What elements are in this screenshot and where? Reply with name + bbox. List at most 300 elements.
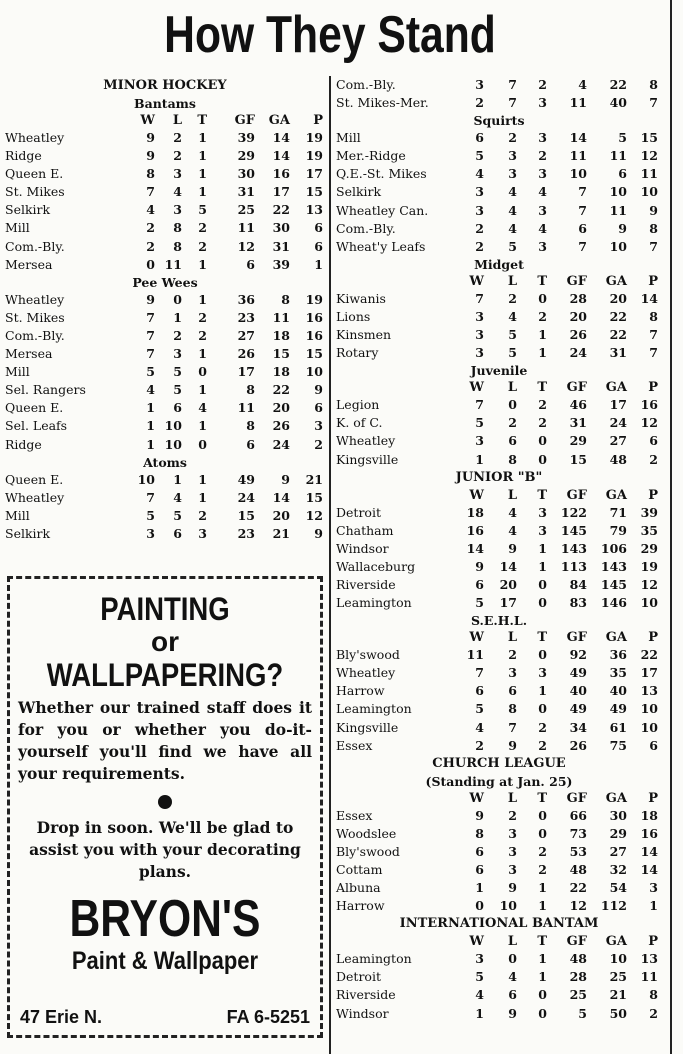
stat-cell: 11 [569, 148, 587, 164]
stat-cell: 1 [314, 256, 323, 272]
stat-cell: 28 [569, 290, 587, 306]
column-header: GA [605, 273, 627, 289]
stat-cell: 7 [508, 719, 517, 735]
stat-cell: 6 [246, 256, 255, 272]
stat-cell: 146 [600, 595, 627, 611]
team-name: Windsor [336, 540, 389, 556]
stat-cell: 7 [649, 327, 658, 343]
standings-row [5, 166, 325, 184]
stat-cell: 13 [640, 683, 658, 699]
stat-cell: 2 [146, 220, 155, 236]
stat-cell: 73 [569, 825, 587, 841]
stat-cell: 39 [640, 504, 658, 520]
stat-cell: 2 [508, 415, 517, 431]
standings-row [336, 523, 662, 541]
stat-cell: 36 [237, 291, 255, 307]
standings-row [336, 951, 662, 969]
standings-row [5, 202, 325, 220]
stat-cell: 3 [538, 522, 547, 538]
stat-cell: 10 [640, 719, 658, 735]
stat-cell: 1 [198, 382, 207, 398]
stat-cell: 6 [475, 843, 484, 859]
stat-cell: 17 [305, 166, 323, 182]
stat-cell: 16 [640, 825, 658, 841]
standings-row [336, 95, 662, 113]
ad-tagline: Paint & Wallpaper [71, 947, 259, 975]
standings-row [336, 345, 662, 363]
stat-cell: 7 [578, 184, 587, 200]
standings-row [336, 880, 662, 898]
standings-row [336, 898, 662, 916]
stat-cell: 3 [475, 77, 484, 92]
column-header-row [336, 630, 662, 647]
standings-row [336, 720, 662, 738]
team-name: Wheatley [336, 665, 396, 681]
standings-row [336, 184, 662, 202]
stat-cell: 9 [475, 807, 484, 823]
bryons-advertisement [7, 576, 323, 1038]
stat-cell: 1 [538, 345, 547, 361]
stat-cell: 14 [640, 862, 658, 877]
stat-cell: 4 [198, 400, 207, 416]
stat-cell: 3 [314, 418, 323, 434]
stat-cell: 25 [237, 202, 255, 218]
stat-cell: 11 [569, 95, 587, 111]
stat-cell: 8 [508, 451, 517, 467]
stat-cell: 0 [198, 364, 207, 380]
division-heading: Atoms [143, 454, 187, 470]
league-heading: JUNIOR "B" [455, 469, 543, 485]
stat-cell: 66 [569, 807, 587, 823]
stat-cell: 35 [609, 665, 627, 681]
standings-row [5, 257, 325, 275]
stat-cell: 8 [246, 382, 255, 398]
stat-cell: 2 [538, 77, 547, 92]
stat-cell: 5 [475, 701, 484, 717]
stat-cell: 4 [508, 220, 517, 236]
stat-cell: 5 [173, 382, 182, 398]
stat-cell: 14 [499, 558, 517, 574]
column-header: W [140, 113, 155, 128]
stat-cell: 39 [272, 256, 290, 272]
stat-cell: 1 [173, 309, 182, 325]
stat-cell: 6 [649, 433, 658, 449]
standings-row [336, 647, 662, 665]
stat-cell: 18 [640, 807, 658, 823]
stat-cell: 6 [173, 400, 182, 416]
stat-cell: 16 [640, 397, 658, 413]
team-name: Wheat'y Leafs [336, 238, 426, 254]
stat-cell: 143 [560, 540, 587, 556]
stat-cell: 9 [146, 130, 155, 145]
team-name: Kiwanis [336, 290, 386, 306]
standings-row [5, 437, 325, 455]
stat-cell: 145 [560, 522, 587, 538]
column-header: P [648, 487, 658, 503]
league-heading: MINOR HOCKEY [103, 78, 227, 93]
stat-cell: 7 [649, 345, 658, 361]
stat-cell: 31 [569, 415, 587, 431]
stat-cell: 1 [146, 436, 155, 452]
stat-cell: 2 [538, 843, 547, 859]
division-heading: Midget [474, 256, 524, 272]
stat-cell: 29 [640, 540, 658, 556]
team-name: St. Mikes [5, 309, 65, 325]
standings-row [5, 382, 325, 400]
stat-cell: 83 [569, 595, 587, 611]
stat-cell: 11 [640, 969, 658, 985]
stat-cell: 11 [237, 400, 255, 416]
stat-cell: 21 [305, 471, 323, 487]
team-name: St. Mikes-Mer. [336, 95, 429, 111]
stat-cell: 3 [508, 166, 517, 182]
stat-cell: 8 [173, 238, 182, 254]
standings-row [5, 328, 325, 346]
bullet-dot [158, 795, 172, 809]
stat-cell: 2 [198, 238, 207, 254]
stat-cell: 12 [640, 415, 658, 431]
stat-cell: 30 [609, 807, 627, 823]
team-name: Bly'swood [336, 843, 400, 859]
stat-cell: 1 [538, 969, 547, 985]
team-name: K. of C. [336, 415, 383, 431]
stat-cell: 4 [508, 504, 517, 520]
stat-cell: 6 [475, 130, 484, 146]
stat-cell: 48 [569, 951, 587, 967]
stat-cell: 7 [146, 184, 155, 200]
stat-cell: 34 [569, 719, 587, 735]
division-heading: Pee Wees [132, 274, 198, 290]
stat-cell: 1 [475, 451, 484, 467]
team-name: Riverside [336, 576, 396, 592]
team-name: Woodslee [336, 825, 397, 841]
column-header-row [336, 791, 662, 808]
stat-cell: 0 [538, 987, 547, 1003]
team-name: Essex [336, 807, 373, 823]
column-header: W [469, 790, 484, 806]
stat-cell: 106 [600, 540, 627, 556]
column-header: GA [605, 934, 627, 950]
stat-cell: 23 [237, 309, 255, 325]
stat-cell: 3 [538, 130, 547, 146]
standings-row [336, 397, 662, 415]
page-edge-rule [670, 0, 672, 1054]
stat-cell: 3 [475, 202, 484, 218]
stat-cell: 2 [649, 451, 658, 467]
stat-cell: 3 [538, 665, 547, 681]
stat-cell: 7 [649, 95, 658, 111]
team-name: Detroit [336, 504, 381, 520]
stat-cell: 2 [538, 862, 547, 877]
team-name: Mersea [5, 256, 53, 272]
team-name: Com.-Bly. [5, 238, 65, 254]
column-header-row [336, 274, 662, 291]
stat-cell: 3 [508, 148, 517, 164]
stat-cell: 19 [640, 558, 658, 574]
stat-cell: 2 [173, 148, 182, 164]
column-header: P [648, 273, 658, 289]
team-name: Leamington [336, 701, 412, 717]
team-name: Sel. Rangers [5, 382, 86, 398]
team-name: Com.-Bly. [336, 77, 396, 92]
team-name: Mersea [5, 346, 53, 362]
stat-cell: 19 [305, 291, 323, 307]
column-header: GF [234, 113, 255, 128]
team-name: Sel. Leafs [5, 418, 68, 434]
stat-cell: 11 [609, 148, 627, 164]
column-header: T [537, 487, 547, 503]
stat-cell: 9 [281, 471, 290, 487]
team-name: Queen E. [5, 400, 64, 416]
ad-or: or [151, 626, 179, 657]
stat-cell: 122 [560, 504, 587, 520]
stat-cell: 3 [173, 346, 182, 362]
stat-cell: 24 [609, 415, 627, 431]
standings-row [336, 505, 662, 523]
ad-contact-line [20, 1007, 310, 1029]
stat-cell: 4 [475, 987, 484, 1003]
stat-cell: 9 [508, 540, 517, 556]
stat-cell: 49 [609, 701, 627, 717]
team-name: Wheatley [5, 130, 65, 145]
column-header: GA [605, 380, 627, 396]
stat-cell: 14 [640, 290, 658, 306]
stat-cell: 4 [508, 969, 517, 985]
team-name: Mer.-Ridge [336, 148, 406, 164]
stat-cell: 16 [272, 166, 290, 182]
stat-cell: 15 [237, 507, 255, 523]
column-header: T [197, 113, 207, 128]
standings-row [336, 595, 662, 613]
standings-row [5, 400, 325, 418]
stat-cell: 6 [314, 400, 323, 416]
stat-cell: 0 [538, 1005, 547, 1021]
team-name: Detroit [336, 969, 381, 985]
stat-cell: 15 [272, 346, 290, 362]
stat-cell: 6 [649, 737, 658, 753]
team-name: Albuna [336, 880, 381, 896]
column-header: L [507, 487, 517, 503]
column-header: T [537, 273, 547, 289]
stat-cell: 19 [305, 148, 323, 164]
stat-cell: 13 [640, 951, 658, 967]
stat-cell: 4 [173, 184, 182, 200]
stat-cell: 2 [198, 507, 207, 523]
stat-cell: 3 [538, 202, 547, 218]
stat-cell: 9 [618, 220, 627, 236]
stat-cell: 5 [173, 507, 182, 523]
team-name: Wheatley Can. [336, 202, 429, 218]
team-name: Selkirk [336, 184, 382, 200]
stat-cell: 0 [198, 436, 207, 452]
stat-cell: 26 [237, 346, 255, 362]
stat-cell: 29 [569, 433, 587, 449]
stat-cell: 2 [475, 220, 484, 236]
standings-row [336, 701, 662, 719]
team-name: Leamington [336, 951, 412, 967]
stat-cell: 2 [538, 719, 547, 735]
stat-cell: 22 [272, 382, 290, 398]
stat-cell: 29 [237, 148, 255, 164]
stat-cell: 18 [272, 364, 290, 380]
stat-cell: 2 [475, 95, 484, 111]
team-name: Riverside [336, 987, 396, 1003]
stat-cell: 40 [609, 95, 627, 111]
stat-cell: 1 [538, 880, 547, 896]
column-header: GA [605, 630, 627, 646]
team-name: Kingsville [336, 719, 399, 735]
stat-cell: 3 [198, 525, 207, 541]
standings-row [336, 433, 662, 451]
stat-cell: 92 [569, 647, 587, 663]
ad-phone: FA 6-5251 [226, 1007, 310, 1027]
stat-cell: 2 [538, 737, 547, 753]
standings-row [336, 77, 662, 95]
standings-row [5, 508, 325, 526]
column-header: P [648, 790, 658, 806]
stat-cell: 5 [475, 415, 484, 431]
team-name: Legion [336, 397, 380, 413]
standings-row [336, 541, 662, 559]
stat-cell: 20 [499, 576, 517, 592]
stat-cell: 16 [466, 522, 484, 538]
stat-cell: 17 [237, 364, 255, 380]
stat-cell: 0 [538, 451, 547, 467]
column-header: P [648, 630, 658, 646]
stat-cell: 8 [475, 825, 484, 841]
stat-cell: 15 [640, 130, 658, 146]
team-name: Selkirk [5, 202, 51, 218]
stat-cell: 4 [508, 184, 517, 200]
ad-body-text: Whether our trained staff does it for you or whether you do-it-yourself you'll find we have all your requirements. [18, 698, 312, 783]
column-header: W [469, 934, 484, 950]
stat-cell: 14 [640, 843, 658, 859]
column-header: P [648, 380, 658, 396]
stat-cell: 0 [538, 290, 547, 306]
column-divider [329, 76, 331, 1054]
stat-cell: 24 [272, 436, 290, 452]
stat-cell: 7 [475, 665, 484, 681]
team-name: Kingsville [336, 451, 399, 467]
stat-cell: 10 [137, 471, 155, 487]
stat-cell: 3 [538, 166, 547, 182]
stat-cell: 6 [508, 683, 517, 699]
stat-cell: 29 [609, 825, 627, 841]
column-header: GF [566, 630, 587, 646]
column-header: GF [566, 790, 587, 806]
column-header: L [172, 113, 182, 128]
stat-cell: 2 [649, 1005, 658, 1021]
stat-cell: 14 [466, 540, 484, 556]
column-header: GA [605, 487, 627, 503]
stat-cell: 49 [569, 665, 587, 681]
stat-cell: 5 [173, 364, 182, 380]
stat-cell: 4 [146, 202, 155, 218]
stat-cell: 32 [609, 862, 627, 877]
column-header: GF [566, 380, 587, 396]
stat-cell: 17 [640, 665, 658, 681]
stat-cell: 11 [640, 166, 658, 182]
standings-row [5, 526, 325, 544]
stat-cell: 17 [609, 397, 627, 413]
stat-cell: 22 [609, 327, 627, 343]
stat-cell: 11 [466, 647, 484, 663]
stat-cell: 17 [499, 595, 517, 611]
stat-cell: 22 [640, 647, 658, 663]
stat-cell: 21 [609, 987, 627, 1003]
team-name: St. Mikes [5, 184, 65, 200]
stat-cell: 25 [609, 969, 627, 985]
stat-cell: 3 [475, 184, 484, 200]
stat-cell: 9 [508, 737, 517, 753]
standings-row [336, 415, 662, 433]
stat-cell: 6 [508, 987, 517, 1003]
stat-cell: 8 [508, 701, 517, 717]
stat-cell: 10 [569, 166, 587, 182]
stat-cell: 3 [173, 202, 182, 218]
stat-cell: 10 [164, 436, 182, 452]
stat-cell: 50 [609, 1005, 627, 1021]
standings-row [336, 844, 662, 862]
stat-cell: 10 [305, 364, 323, 380]
stat-cell: 16 [305, 327, 323, 343]
stat-cell: 4 [475, 166, 484, 182]
stat-cell: 9 [314, 382, 323, 398]
stat-cell: 1 [538, 951, 547, 967]
column-header: T [537, 380, 547, 396]
stat-cell: 15 [305, 489, 323, 505]
stat-cell: 5 [198, 202, 207, 218]
ad-drop-in-text: Drop in soon. We'll be glad to assist you with your decorating plans. [29, 818, 301, 881]
standings-row [336, 683, 662, 701]
stat-cell: 2 [475, 737, 484, 753]
team-name: Leamington [336, 595, 412, 611]
stat-cell: 1 [146, 400, 155, 416]
stat-cell: 27 [609, 433, 627, 449]
stat-cell: 1 [198, 130, 207, 145]
stat-cell: 12 [305, 507, 323, 523]
stat-cell: 15 [569, 451, 587, 467]
stat-cell: 6 [314, 220, 323, 236]
standings-row [336, 203, 662, 221]
column-header: W [469, 487, 484, 503]
stat-cell: 3 [475, 951, 484, 967]
stat-cell: 10 [164, 418, 182, 434]
team-name: Mill [5, 364, 30, 380]
stat-cell: 3 [538, 95, 547, 111]
stat-cell: 4 [578, 77, 587, 92]
stat-cell: 5 [475, 148, 484, 164]
stat-cell: 1 [198, 471, 207, 487]
stat-cell: 5 [146, 364, 155, 380]
stat-cell: 0 [508, 951, 517, 967]
team-name: Mill [336, 130, 361, 146]
column-header-row [336, 488, 662, 505]
stat-cell: 0 [538, 647, 547, 663]
stat-cell: 5 [475, 969, 484, 985]
ad-brand-name: BRYON'S [69, 890, 261, 948]
stat-cell: 5 [578, 1005, 587, 1021]
stat-cell: 10 [640, 595, 658, 611]
stat-cell: 0 [538, 433, 547, 449]
team-name: Harrow [336, 898, 385, 914]
stat-cell: 9 [508, 1005, 517, 1021]
stat-cell: 1 [538, 558, 547, 574]
column-header: W [469, 630, 484, 646]
stat-cell: 39 [237, 130, 255, 145]
league-heading: CHURCH LEAGUE [432, 755, 566, 771]
stat-cell: 0 [538, 576, 547, 592]
